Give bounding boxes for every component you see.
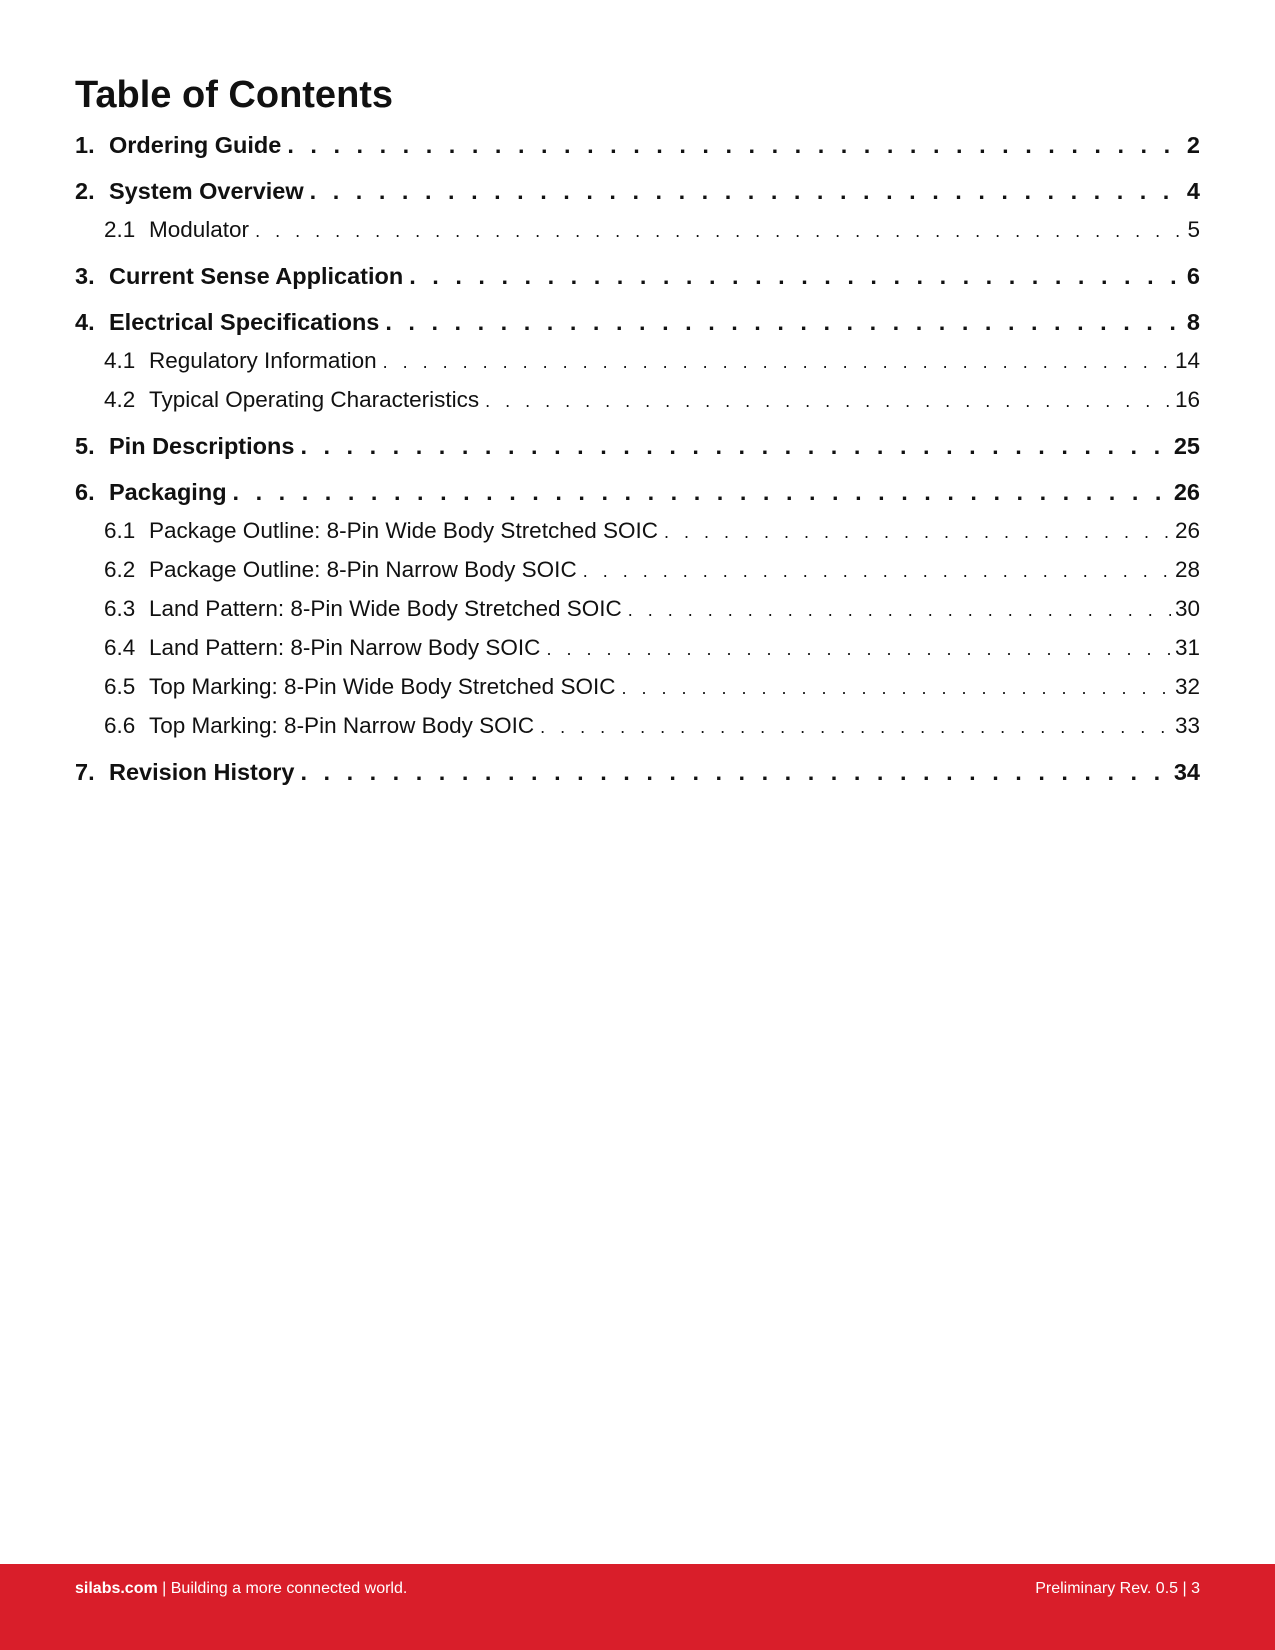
toc-dot-leader [300,431,1169,461]
toc-entry-page[interactable]: 26 [1173,479,1200,505]
toc-entry-label[interactable]: Modulator [149,217,250,242]
toc-entry-number: 4. [75,309,95,335]
toc-subsection-entry[interactable] [75,385,1200,415]
toc-entry-label[interactable]: Typical Operating Characteristics [149,387,480,412]
toc-subsection-entry[interactable] [75,672,1200,702]
toc-dot-leader [664,516,1171,546]
toc-entry-page[interactable]: 31 [1174,635,1200,660]
footer-left [75,1578,407,1600]
toc-entry-page[interactable]: 26 [1174,518,1200,543]
toc-dot-leader [255,215,1183,245]
toc-dot-leader [300,757,1169,787]
toc-entry-number: 6.6 [104,713,136,738]
toc-dot-leader [485,385,1171,415]
toc-entry-number: 1. [75,132,95,158]
toc-dot-leader [385,307,1183,337]
toc-entry-page[interactable]: 34 [1173,759,1200,785]
toc-entry-number: 6.3 [104,596,136,621]
toc-entry-page[interactable]: 28 [1174,557,1200,582]
toc-entry-number: 2. [75,178,95,204]
page-footer [0,1564,1275,1650]
toc-subsection-entry[interactable] [75,633,1200,663]
toc-entry-page[interactable]: 16 [1174,387,1200,412]
toc-section-entry[interactable] [75,130,1200,160]
toc-section-entry[interactable] [75,176,1200,206]
toc-section-entry[interactable] [75,431,1200,461]
toc-entry-page[interactable]: 32 [1174,674,1200,699]
toc-dot-leader [583,555,1171,585]
toc-entry-number: 6. [75,479,95,505]
toc-entry-label[interactable]: Electrical Specifications [109,309,380,335]
toc-entry-label[interactable]: Land Pattern: 8-Pin Wide Body Stretched SOIC [149,596,622,621]
toc-subsection-entry[interactable] [75,346,1200,376]
toc-dot-leader [546,633,1171,663]
toc-section-entry[interactable] [75,477,1200,507]
footer-tagline: | Building a more connected world. [157,1580,408,1597]
toc-entry-label[interactable]: Pin Descriptions [109,433,295,459]
toc-entry-label[interactable]: Land Pattern: 8-Pin Narrow Body SOIC [149,635,541,660]
toc-entry-page[interactable]: 33 [1174,713,1200,738]
toc-entry-label[interactable]: Ordering Guide [109,132,282,158]
toc-entry-number: 6.1 [104,518,136,543]
toc-dot-leader [621,672,1171,702]
toc-entry-label[interactable]: Package Outline: 8-Pin Wide Body Stretched SOIC [149,518,658,543]
footer-site-link[interactable]: silabs.com [75,1580,158,1597]
toc-subsection-entry[interactable] [75,555,1200,585]
toc-entry-page[interactable]: 2 [1186,132,1200,158]
toc-entry-page[interactable]: 30 [1174,596,1200,621]
toc-entry-label[interactable]: Packaging [109,479,227,505]
toc-entry-number: 4.1 [104,348,136,373]
toc-dot-leader [628,594,1171,624]
toc-entry-page[interactable]: 8 [1186,309,1200,335]
toc-entry-label[interactable]: Revision History [109,759,295,785]
toc-entry-label[interactable]: System Overview [109,178,304,204]
toc-entry-page[interactable]: 25 [1173,433,1200,459]
toc-subsection-entry[interactable] [75,594,1200,624]
toc-entry-label[interactable]: Current Sense Application [109,263,404,289]
toc-dot-leader [233,477,1170,507]
toc-subsection-entry[interactable] [75,711,1200,741]
toc-entry-label[interactable]: Top Marking: 8-Pin Wide Body Stretched SOIC [149,674,616,699]
toc-entry-number: 5. [75,433,95,459]
toc-entry-label[interactable]: Package Outline: 8-Pin Narrow Body SOIC [149,557,577,582]
toc-entry-page[interactable]: 6 [1186,263,1200,289]
toc-entry-number: 2.1 [104,217,136,242]
table-of-contents [75,130,1200,787]
toc-dot-leader [383,346,1171,376]
toc-subsection-entry[interactable] [75,516,1200,546]
page-title: Table of Contents [75,74,394,116]
toc-section-entry[interactable] [75,757,1200,787]
toc-dot-leader [287,130,1183,160]
toc-entry-number: 6.4 [104,635,136,660]
toc-entry-number: 3. [75,263,95,289]
toc-entry-number: 7. [75,759,95,785]
toc-subsection-entry[interactable] [75,215,1200,245]
toc-entry-number: 6.5 [104,674,136,699]
toc-entry-page[interactable]: 5 [1187,217,1200,242]
toc-section-entry[interactable] [75,261,1200,291]
toc-dot-leader [310,176,1183,206]
toc-dot-leader [409,261,1183,291]
toc-section-entry[interactable] [75,307,1200,337]
toc-entry-number: 6.2 [104,557,136,582]
toc-entry-label[interactable]: Regulatory Information [149,348,377,373]
toc-entry-page[interactable]: 4 [1186,178,1200,204]
footer-revision: Preliminary Rev. 0.5 | 3 [1035,1580,1200,1597]
toc-entry-label[interactable]: Top Marking: 8-Pin Narrow Body SOIC [149,713,535,738]
toc-entry-number: 4.2 [104,387,136,412]
toc-entry-page[interactable]: 14 [1174,348,1200,373]
toc-dot-leader [540,711,1171,741]
